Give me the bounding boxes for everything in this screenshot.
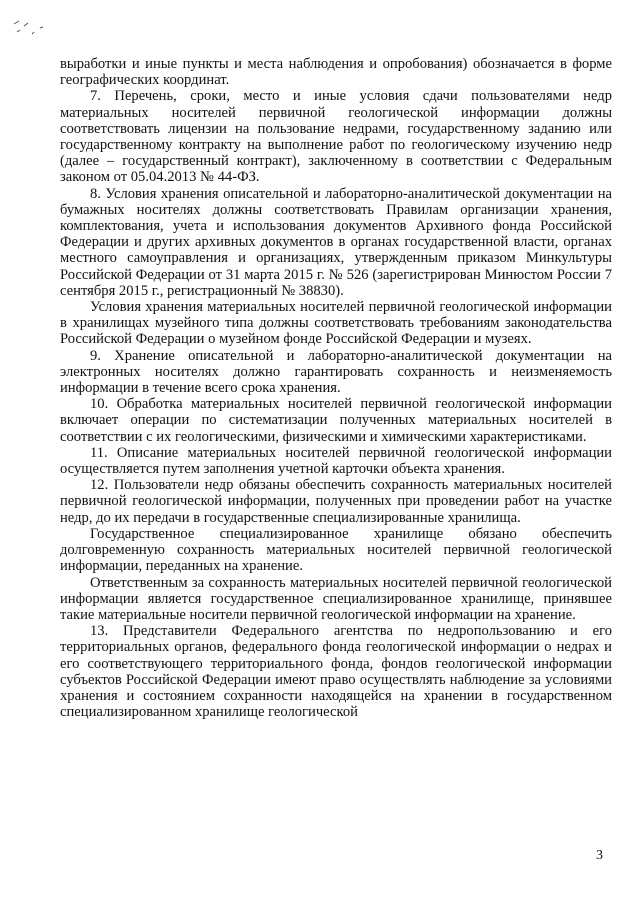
paragraph-p11: 11. Описание материальных носителей первичной геологической информации осуществляется путем заполнения учетной карточки объекта хранения. — [60, 444, 612, 478]
paragraph-p12c: Ответственным за сохранность материальных носителей первичной геологической информации является государственное специализированное хранилище, принявшее такие материальные носители первичной геологической информации на хранение. — [60, 574, 612, 623]
scan-artifact-mark — [10, 18, 50, 44]
paragraph-p7: 7. Перечень, сроки, место и иные условия сдачи пользователями недр материальных носителей первичной геологической информации должны соответствовать лицензии на пользование недрами, государственному заданию или государственному контракту на выполнение работ по геологическому изучению недр (далее – государственный контракт), заключенному в соответствии с Федеральным законом от 05.04.2013 № 44-ФЗ. — [60, 88, 612, 186]
paragraph-p12: 12. Пользователи недр обязаны обеспечить сохранность материальных носителей первичной геологической информации, полученных при проведении работ на участке недр, до их передачи в государственные специализированные хранилища. — [60, 477, 612, 526]
paragraph-p9: 9. Хранение описательной и лабораторно-аналитической документации на электронных носителях должно гарантировать сохранность и неизменяемость информации в течение всего срока хранения. — [60, 347, 612, 397]
document-body — [60, 56, 612, 720]
paragraph-p10: 10. Обработка материальных носителей первичной геологической информации включает операции по систематизации полученных материальных носителей в соответствии с их геологическими, физическими и химическими характеристиками. — [60, 396, 612, 445]
page-number: 3 — [596, 848, 603, 863]
paragraph-p13: 13. Представители Федерального агентства по недропользованию и его территориальных органов, федерального фонда геологической информации о недрах и его соответствующего территориального фонда, фондов геологической информации субъектов Российской Федерации имеют право осуществлять наблюдение за условиями хранения и состоянием сохранности находящейся на хранении в государственном специализированном хранилище геологической — [60, 623, 612, 721]
paragraph-p8: 8. Условия хранения описательной и лабораторно-аналитической документации на бумажных носителях должны соответствовать Правилам организации хранения, комплектования, учета и использования документов Архивного фонда Российской Федерации и других архивных документов в органах государственной власти, органах местного самоуправления и организациях, утвержденным приказом Минкультуры Российской Федерации от 31 марта 2015 г. № 526 (зарегистрирован Минюстом России 7 сентября 2015 г., регистрационный № 38830). — [60, 185, 612, 299]
paragraph-p8b: Условия хранения материальных носителей первичной геологической информации в хранилищах музейного типа должны соответствовать требованиям законодательства Российской Федерации о музейном фонде Российской Федерации и музеях. — [60, 299, 612, 348]
paragraph-p-cont: выработки и иные пункты и места наблюдения и опробования) обозначается в форме географических координат. — [60, 56, 612, 89]
paragraph-p12b: Государственное специализированное хранилище обязано обеспечить долговременную сохранность материальных носителей первичной геологической информации, переданных на хранение. — [60, 525, 612, 575]
